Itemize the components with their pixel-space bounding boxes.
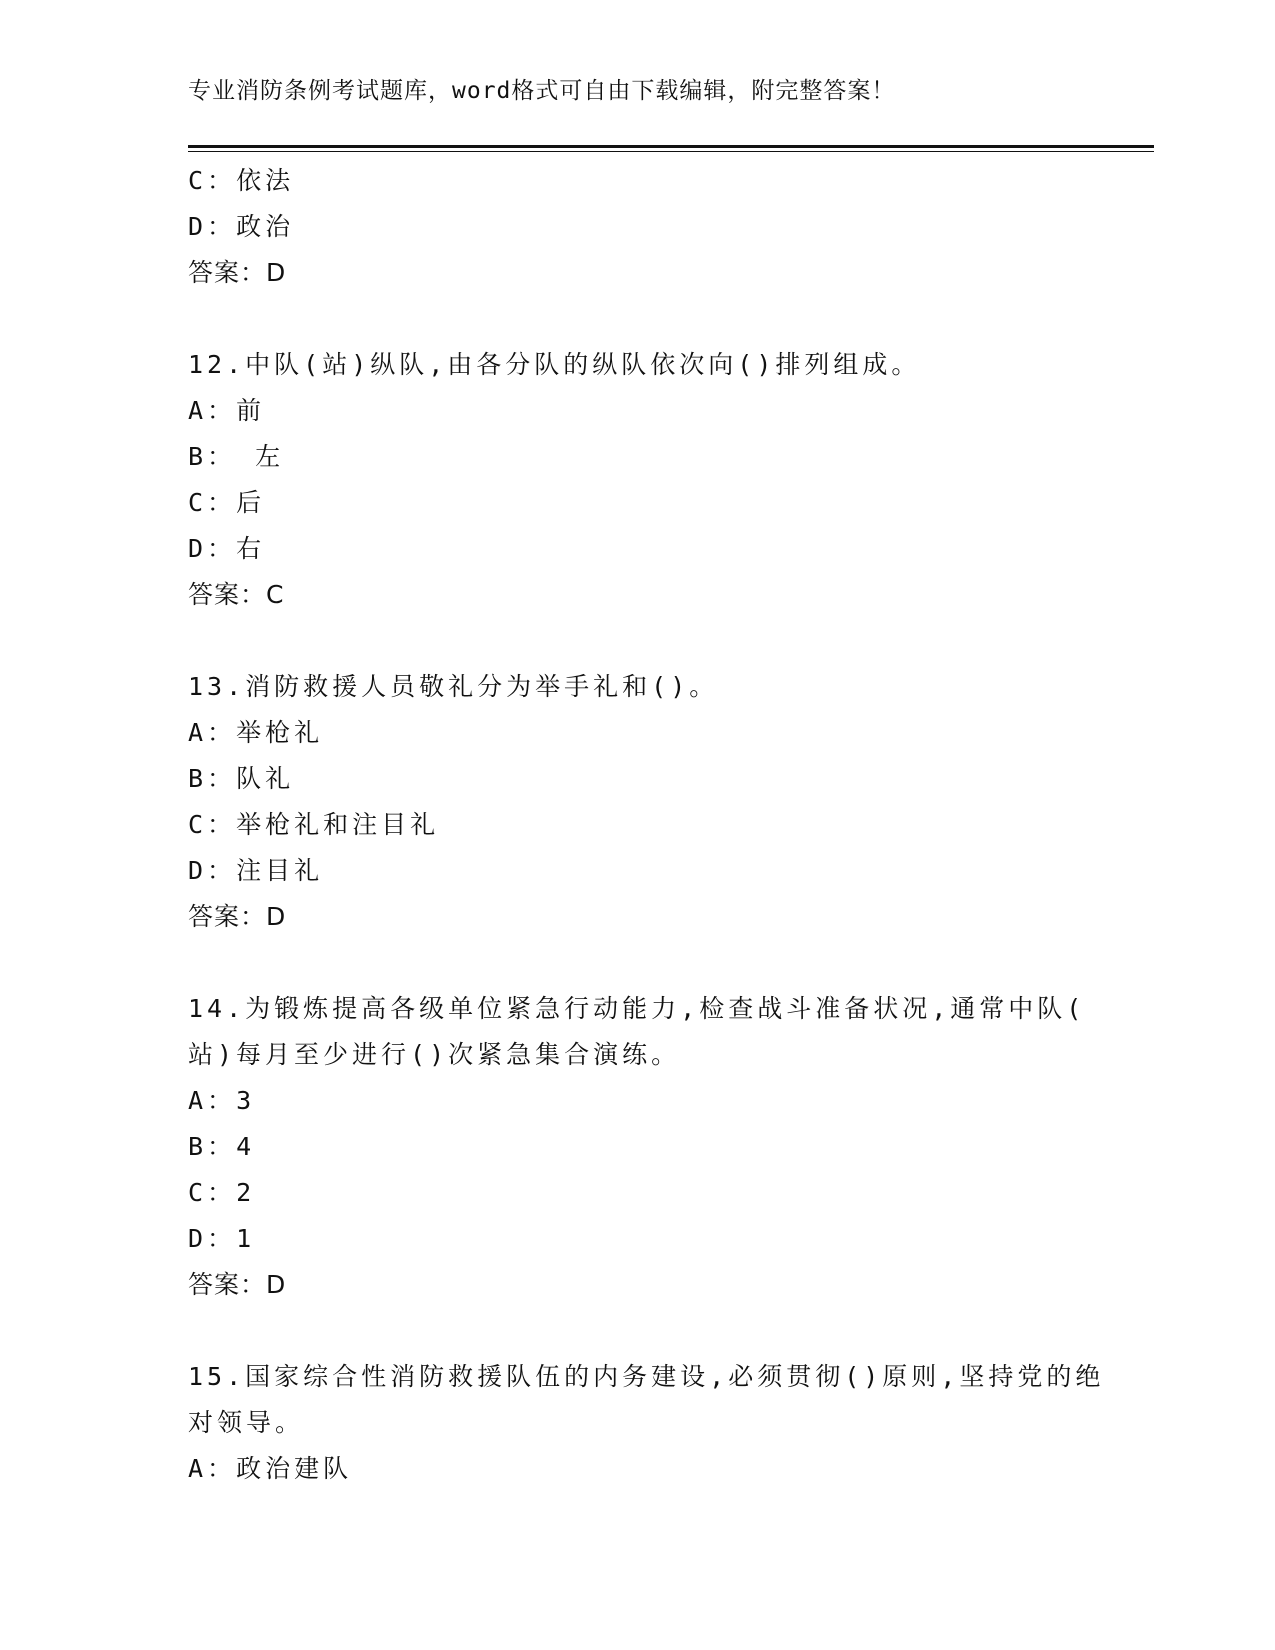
question-stem: 15.国家综合性消防救援队伍的内务建设,必须贯彻()原则,坚持党的绝 <box>188 1362 1105 1391</box>
option-a <box>188 1078 1088 1124</box>
option-label: A： <box>188 396 237 425</box>
spacer <box>188 296 1088 342</box>
header-rule-thin <box>188 151 1154 152</box>
option-text: 4 <box>236 1132 256 1161</box>
option-text: 2 <box>236 1178 256 1207</box>
option-label: D： <box>188 534 237 563</box>
option-text: 队礼 <box>236 764 295 793</box>
question-stem-continued: 对领导。 <box>188 1408 305 1437</box>
option-label: D： <box>188 1224 237 1253</box>
question-14 <box>188 986 1088 1308</box>
spacer <box>188 940 1088 986</box>
option-b <box>188 756 1088 802</box>
question-12 <box>188 342 1088 618</box>
option-text: 后 <box>236 488 266 517</box>
option-text: 3 <box>236 1086 256 1115</box>
option-label: B： <box>188 442 237 471</box>
option-label: D： <box>188 856 237 885</box>
option-d <box>188 1216 1088 1262</box>
question-15 <box>188 1354 1105 1492</box>
option-c <box>188 158 1088 204</box>
option-text: 前 <box>236 396 266 425</box>
option-text: 政治 <box>236 212 295 241</box>
option-text: 政治建队 <box>236 1454 353 1483</box>
option-a <box>188 1446 1088 1492</box>
option-d <box>188 526 1088 572</box>
option-d <box>188 204 1088 250</box>
option-text: 注目礼 <box>236 856 324 885</box>
option-a <box>188 388 1088 434</box>
question-13 <box>188 664 1088 940</box>
option-text: 举枪礼和注目礼 <box>236 810 440 839</box>
option-c <box>188 480 1088 526</box>
answer-line: 答案：D <box>188 258 287 287</box>
option-b <box>188 434 1088 480</box>
option-label: B： <box>188 1132 237 1161</box>
question-stem: 14.为锻炼提高各级单位紧急行动能力,检查战斗准备状况,通常中队( <box>188 994 1086 1023</box>
option-label: A： <box>188 1086 237 1115</box>
option-text: 1 <box>236 1224 256 1253</box>
option-c <box>188 802 1088 848</box>
option-a <box>188 710 1088 756</box>
option-label: A： <box>188 1454 237 1483</box>
spacer <box>188 618 1088 664</box>
option-d <box>188 848 1088 894</box>
question-stem: 13.消防救援人员敬礼分为举手礼和()。 <box>188 672 719 701</box>
option-label: C： <box>188 810 237 839</box>
question-content <box>188 158 1105 1492</box>
header-rule-thick <box>188 145 1154 148</box>
option-label: A： <box>188 718 237 747</box>
answer-line: 答案：D <box>188 1270 287 1299</box>
option-text: 依法 <box>236 166 295 195</box>
answer-line: 答案：D <box>188 902 287 931</box>
question-stem: 12.中队(站)纵队,由各分队的纵队依次向()排列组成。 <box>188 350 921 379</box>
option-label: D： <box>188 212 237 241</box>
option-c <box>188 1170 1088 1216</box>
spacer <box>188 1308 1088 1354</box>
question-stem-continued: 站)每月至少进行()次紧急集合演练。 <box>188 1040 681 1069</box>
option-b <box>188 1124 1088 1170</box>
partial-question <box>188 158 1088 296</box>
option-text: 举枪礼 <box>236 718 324 747</box>
option-text: 右 <box>236 534 266 563</box>
document-header: 专业消防条例考试题库，word格式可自由下载编辑，附完整答案！ <box>188 78 896 104</box>
option-label: C： <box>188 488 237 517</box>
answer-line: 答案：C <box>188 580 285 609</box>
option-text: 左 <box>236 442 285 471</box>
option-label: B： <box>188 764 237 793</box>
option-label: C： <box>188 1178 237 1207</box>
option-label: C： <box>188 166 237 195</box>
